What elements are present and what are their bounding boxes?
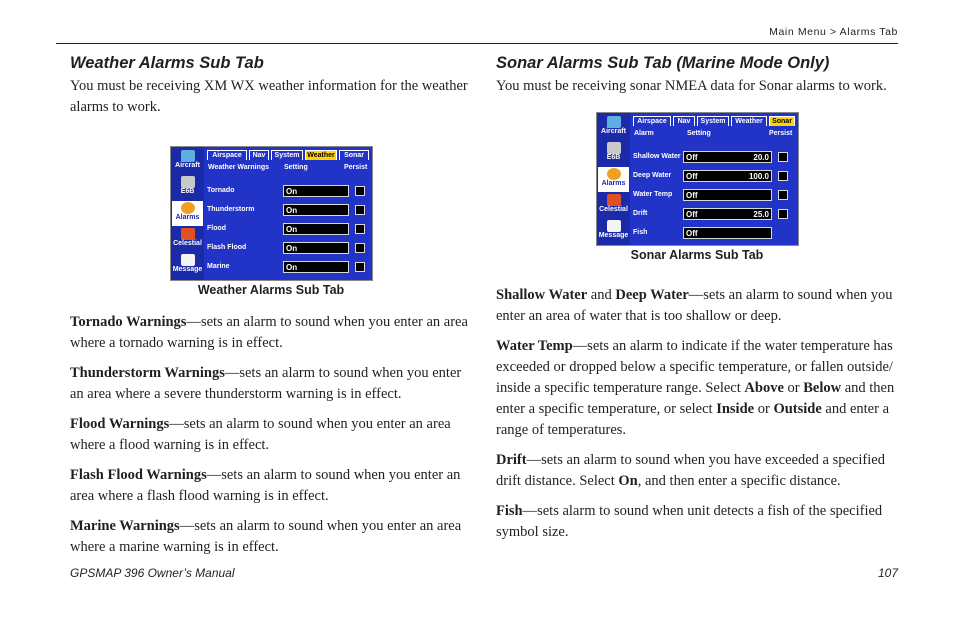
calculator-icon (607, 142, 621, 154)
sidebar-item-e6b: E6B (598, 141, 629, 166)
weather-caption: Weather Alarms Sub Tab (197, 283, 345, 297)
column-header-warnings: Weather Warnings (208, 164, 270, 171)
persist-checkbox (355, 205, 365, 215)
screen-tabs (633, 116, 796, 126)
tab-weather: Weather (305, 150, 337, 160)
celestial-icon (607, 194, 621, 206)
setting-field: Off (683, 189, 772, 201)
screen-sidebar (597, 113, 630, 245)
alarm-row-thunderstorm: Thunderstorm On (207, 203, 368, 217)
setting-field: Off 25.0 (683, 208, 772, 220)
tab-nav: Nav (249, 150, 269, 160)
sidebar-item-alarms: Alarms (172, 201, 203, 226)
weather-intro: You must be receiving XM WX weather information for the weather alarms to work. (70, 78, 468, 115)
column-header-persist: Persist (344, 164, 368, 171)
page-number: 107 (877, 566, 898, 580)
tornado-paragraph: Tornado Warnings—sets an alarm to sound when you enter an area where a tornado warning is in effect. (70, 314, 468, 351)
column-header-alarm: Alarm (634, 130, 654, 137)
tab-system: System (697, 116, 729, 126)
persist-checkbox (355, 186, 365, 196)
sidebar-item-e6b: E6B (172, 175, 203, 200)
sonar-intro: You must be receiving sonar NMEA data for Sonar alarms to work. (496, 78, 887, 94)
setting-field: On (283, 185, 349, 197)
aircraft-icon (607, 116, 621, 128)
alarm-row-shallow-water: Shallow Water Off 20.0 (633, 150, 794, 164)
setting-field: On (283, 242, 349, 254)
sidebar-item-aircraft: Aircraft (598, 115, 629, 140)
setting-field: Off (683, 227, 772, 239)
sonar-column (496, 52, 898, 543)
message-icon (181, 254, 195, 266)
tab-sonar: Sonar (769, 116, 795, 126)
alarm-row-marine: Marine On (207, 260, 368, 274)
sonar-figure (496, 97, 898, 272)
aircraft-icon (181, 150, 195, 162)
flood-paragraph: Flood Warnings—sets an alarm to sound when you enter an area where a flood warning is in effect. (70, 416, 451, 453)
footer-manual-title: GPSMAP 396 Owner’s Manual (70, 566, 235, 580)
weather-figure (70, 118, 472, 302)
column-header-persist: Persist (769, 130, 793, 137)
alarm-row-flood: Flood On (207, 222, 368, 236)
tab-nav: Nav (673, 116, 695, 126)
persist-checkbox (778, 190, 788, 200)
tab-sonar: Sonar (339, 150, 369, 160)
celestial-icon (181, 228, 195, 240)
setting-field: On (283, 261, 349, 273)
alarm-clock-icon (181, 202, 195, 214)
sonar-screen (596, 112, 799, 246)
sidebar-item-message: Message (172, 253, 203, 278)
setting-field: Off 20.0 (683, 151, 772, 163)
header-rule (56, 43, 898, 44)
tab-system: System (271, 150, 303, 160)
screen-sidebar (171, 147, 204, 280)
water-temp-paragraph: Water Temp—sets an alarm to indicate if the water temperature has exceeded or dropped below a specific temperature, or fallen outside/ inside a specific temperature range. Select Above or Below and then enter a specific temperature, or select Inside or Outside and enter a range of temperatures. (496, 338, 895, 438)
weather-heading: Weather Alarms Sub Tab (70, 54, 264, 72)
weather-column (70, 52, 472, 558)
sidebar-item-aircraft: Aircraft (172, 149, 203, 174)
weather-screen (170, 146, 373, 281)
calculator-icon (181, 176, 195, 188)
screen-tabs (207, 150, 370, 160)
alarm-row-flash-flood: Flash Flood On (207, 241, 368, 255)
tab-airspace: Airspace (633, 116, 671, 126)
running-header: Main Menu > Alarms Tab (769, 26, 898, 38)
persist-checkbox (778, 171, 788, 181)
setting-field: Off 100.0 (683, 170, 772, 182)
flash-flood-paragraph: Flash Flood Warnings—sets an alarm to sound when you enter an area where a flash flood warning is in effect. (70, 467, 461, 504)
sidebar-item-message: Message (598, 219, 629, 244)
setting-field: On (283, 223, 349, 235)
persist-checkbox (778, 209, 788, 219)
message-icon (607, 220, 621, 232)
column-header-setting: Setting (284, 164, 308, 171)
alarm-row-drift: Drift Off 25.0 (633, 207, 794, 221)
sidebar-item-celestial: Celestial (598, 193, 629, 218)
drift-paragraph: Drift—sets an alarm to sound when you have exceeded a specified drift distance. Select On, and then enter a specific distance. (496, 452, 885, 489)
tab-airspace: Airspace (207, 150, 247, 160)
sonar-caption: Sonar Alarms Sub Tab (630, 248, 764, 262)
sidebar-item-alarms: Alarms (598, 167, 629, 192)
alarm-row-tornado: Tornado On (207, 184, 368, 198)
column-header-setting: Setting (687, 130, 711, 137)
persist-checkbox (355, 262, 365, 272)
persist-checkbox (778, 152, 788, 162)
persist-checkbox (355, 224, 365, 234)
water-depth-paragraph: Shallow Water and Deep Water—sets an alarm to sound when you enter an area of water that is too shallow or deep. (496, 287, 893, 324)
alarm-row-deep-water: Deep Water Off 100.0 (633, 169, 794, 183)
persist-checkbox (355, 243, 365, 253)
marine-paragraph: Marine Warnings—sets an alarm to sound when you enter an area where a marine warning is in effect. (70, 518, 462, 555)
alarm-clock-icon (607, 168, 621, 180)
tab-weather: Weather (731, 116, 767, 126)
fish-paragraph: Fish—sets alarm to sound when unit detects a fish of the specified symbol size. (496, 503, 883, 540)
setting-field: On (283, 204, 349, 216)
sonar-heading: Sonar Alarms Sub Tab (Marine Mode Only) (496, 54, 830, 72)
alarm-row-fish: Fish Off (633, 226, 794, 240)
thunderstorm-paragraph: Thunderstorm Warnings—sets an alarm to sound when you enter an area where a severe thunderstorm warning is in effect. (70, 365, 462, 402)
sidebar-item-celestial: Celestial (172, 227, 203, 252)
alarm-row-water-temp: Water Temp Off (633, 188, 794, 202)
